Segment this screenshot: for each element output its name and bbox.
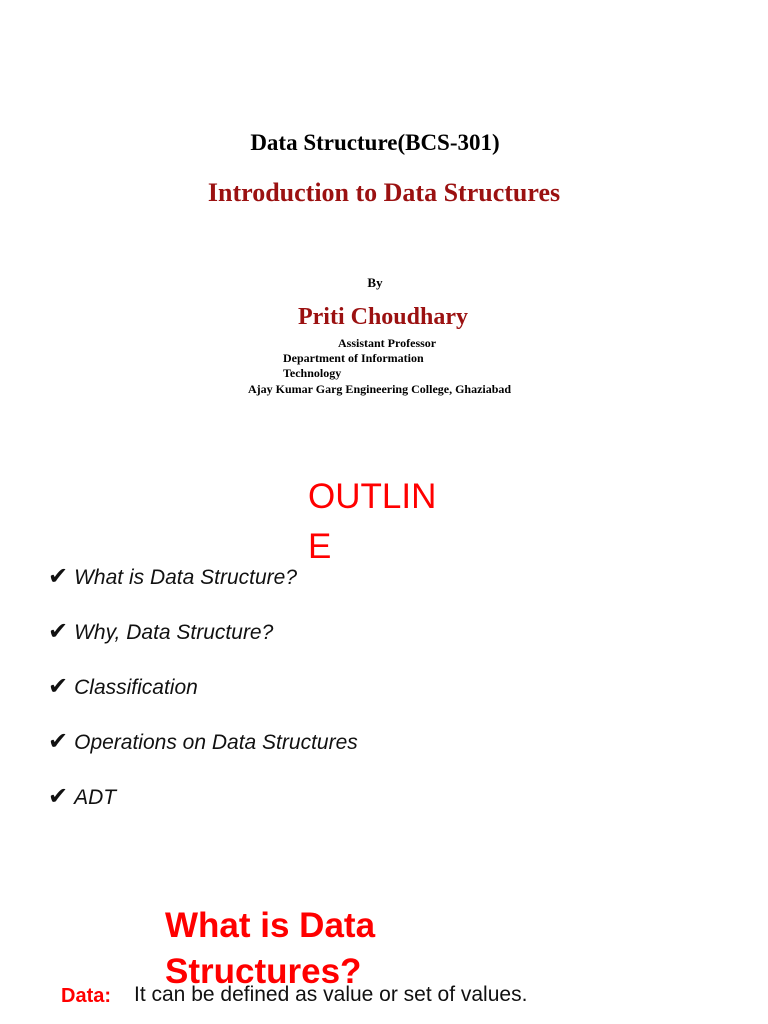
- check-mark-icon: ✔: [48, 562, 69, 590]
- outline-item-text: Classification: [74, 676, 198, 699]
- course-title: Data Structure(BCS-301): [250, 130, 500, 155]
- outline-item: [48, 617, 273, 645]
- document-title: Introduction to Data Structures: [207, 178, 561, 207]
- section-heading: What is Data Structures?: [165, 906, 376, 991]
- author-department: Department of Information Technology: [283, 351, 424, 380]
- check-mark-icon: ✔: [48, 782, 69, 810]
- outline-item-text: Operations on Data Structures: [74, 731, 358, 754]
- data-label: Data:: [61, 985, 112, 1007]
- outline-item: [48, 727, 358, 755]
- outline-item-text: ADT: [74, 786, 117, 809]
- outline-item: [48, 672, 198, 700]
- check-mark-icon: ✔: [48, 672, 69, 700]
- check-mark-icon: ✔: [48, 617, 69, 645]
- author-role: Assistant Professor: [338, 336, 437, 350]
- author-name: Priti Choudhary: [297, 304, 468, 330]
- check-mark-icon: ✔: [48, 727, 69, 755]
- outline-item-text: What is Data Structure?: [74, 566, 298, 589]
- author-college: Ajay Kumar Garg Engineering College, Ghaziabad: [248, 382, 512, 396]
- outline-item: [48, 782, 116, 810]
- outline-heading: OUTLINE: [308, 477, 437, 566]
- outline-item: [48, 562, 297, 590]
- by-label: By: [367, 275, 383, 290]
- outline-item-text: Why, Data Structure?: [74, 621, 274, 644]
- data-definition: It can be defined as value or set of values.: [134, 983, 528, 1006]
